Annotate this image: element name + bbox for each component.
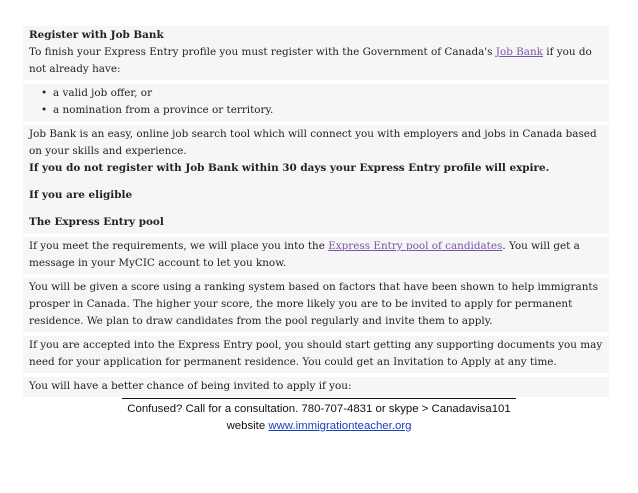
register-intro-after: if you do not already have:: [29, 46, 592, 75]
register-title: Register with Job Bank: [29, 29, 164, 41]
website-link[interactable]: www.immigrationteacher.org: [268, 420, 412, 432]
job-bank-link[interactable]: Job Bank: [495, 46, 543, 58]
pool-paragraph-4: You will have a better chance of being invited to apply if you:: [23, 377, 609, 397]
list-item: • a nomination from a province or territory.: [53, 102, 603, 119]
pool-paragraph-1: [23, 237, 609, 274]
pool-title: The Express Entry pool: [29, 216, 164, 228]
document-body: [23, 26, 609, 401]
pool-p1-after: . You will get a message in your MyCIC account to let you know.: [29, 240, 580, 269]
pool-paragraph-3: If you are accepted into the Express Entry pool, you should start getting any supporting documents you may need for your application for permanent residence. You could get an Invitation to Apply at any time.: [23, 336, 609, 373]
register-intro: [29, 44, 603, 78]
footer-contact: Confused? Call for a consultation. 780-707-4831 or skype > Canadavisa101: [127, 403, 511, 415]
pool-p1-before: If you meet the requirements, we will place you into the: [29, 240, 329, 252]
pool-paragraph-2: You will be given a score using a ranking system based on factors that have been shown to help immigrants prosper in Canada. The higher your score, the more likely you are to be invited to apply for permanent residence. We plan to draw candidates from the pool regularly and invite them to apply.: [23, 278, 609, 332]
register-intro-before: To finish your Express Entry profile you must register with the Government of Canada's: [29, 46, 496, 58]
register-block: [23, 26, 609, 80]
options-list: [29, 85, 603, 119]
footer-rule: [122, 398, 516, 399]
jobbank-block: [23, 125, 609, 233]
options-block: [23, 84, 609, 121]
website-label: website: [226, 420, 269, 432]
footer: [0, 398, 638, 435]
express-entry-pool-link[interactable]: Express Entry pool of candidates: [328, 240, 503, 252]
list-item: • a valid job offer, or: [53, 85, 603, 102]
eligible-title: If you are eligible: [29, 189, 133, 201]
warning-text: If you do not register with Job Bank within 30 days your Express Entry profile will expire.: [29, 162, 550, 174]
footer-website: [0, 418, 638, 435]
jobbank-description: Job Bank is an easy, online job search tool which will connect you with employers and jobs in Canada based on your skills and experience.: [29, 128, 597, 157]
